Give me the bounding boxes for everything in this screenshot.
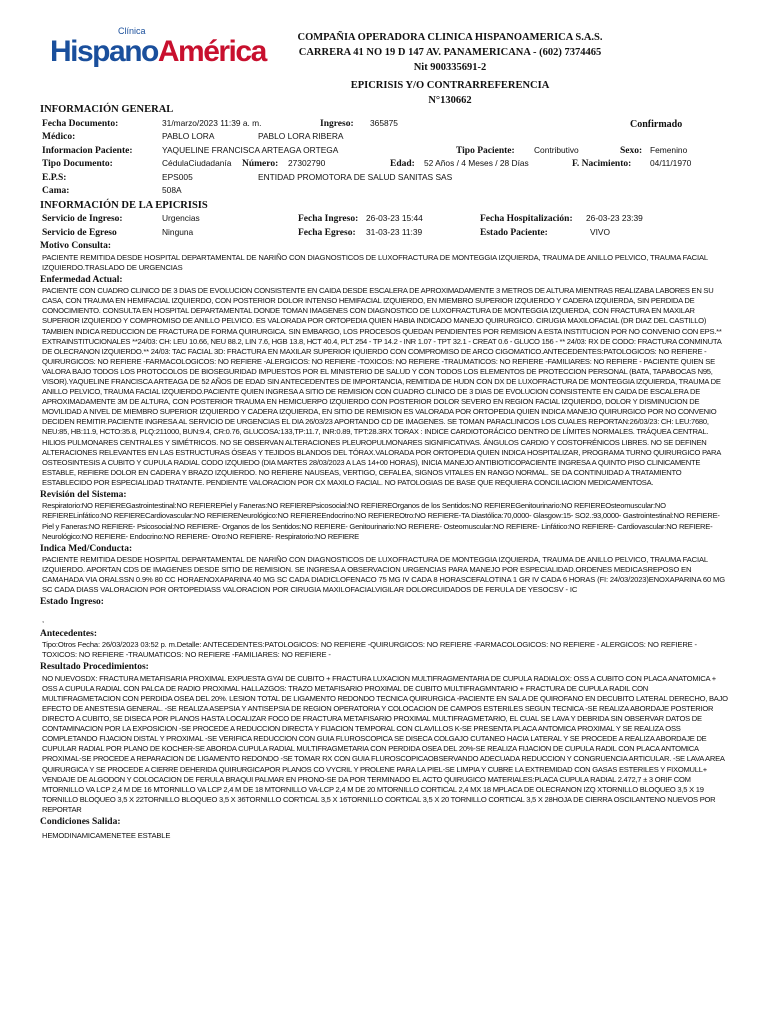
clinic-logo: [50, 26, 266, 68]
eps-name: ENTIDAD PROMOTORA DE SALUD SANITAS SAS: [258, 171, 453, 182]
cama-label: Cama:: [42, 186, 70, 197]
sexo-value: Femenino: [650, 144, 688, 155]
revision-title: Revisión del Sistema:: [40, 490, 127, 501]
motivo-text: PACIENTE REMITIDA DESDE HOSPITAL DEPARTAMENTAL DE NARIÑO CON DIAGNOSTICOS DE LUXOFRACTURA DE MONTEGGIA IZQUIERDA, TRAUMA DE ANILLO PELVICO, TRAUMA FACIAL IZQUIERDO.TRASLADO DE URGENCIAS: [42, 252, 708, 272]
row-servicio-ingreso: [40, 212, 728, 226]
eps-code: EPS005: [162, 171, 193, 182]
estado-paciente-label: Estado Paciente:: [480, 227, 548, 238]
document-title: EPICRISIS Y/O CONTRARREFERENCIA: [350, 79, 550, 91]
logo-main-text: [50, 32, 266, 71]
document-number: N°130662: [428, 94, 472, 106]
nacimiento-value: 04/11/1970: [650, 158, 692, 169]
servicio-egreso-value: Ninguna: [162, 226, 194, 237]
epicrisis-section-title: INFORMACIÓN DE LA EPICRISIS: [40, 199, 208, 211]
company-nit: Nit 900335691-2: [413, 62, 487, 74]
fecha-egreso-label: Fecha Egreso:: [298, 227, 356, 238]
antecedentes-text: Tipo:Otros Fecha: 26/03/2023 03:52 p. m.Detalle: ANTECEDENTES:PATOLOGICOS: NO REFIERE -QUIRURGICOS: NO REFIERE -FARMACOLOGICOS: NO REFIERE - ALERGICOS: NO REFIERE -TOXICOS: NO REFIERE -TRAUMATICOS: NO REFIERE -FAMILIARES: NO REFIERE -: [42, 640, 697, 660]
nacimiento-label: F. Nacimiento:: [572, 159, 632, 170]
document-header: [40, 0, 728, 106]
row-fecha-documento: [40, 117, 728, 131]
tipo-paciente-label: Tipo Paciente:: [456, 145, 515, 156]
company-block: [290, 30, 610, 108]
numero-label: Número:: [242, 159, 279, 170]
fecha-hosp-label: Fecha Hospitalización:: [480, 214, 573, 225]
edad-label: Edad:: [390, 159, 415, 170]
eps-label: E.P.S:: [42, 172, 67, 183]
edad-value: 52 Años / 4 Meses / 28 Días: [424, 158, 529, 169]
row-eps: [40, 171, 728, 185]
fecha-egreso-value: 31-03-23 11:39: [366, 226, 423, 237]
numero-value: 27302790: [288, 158, 326, 169]
condiciones-text: HEMODINAMICAMENETEE ESTABLE: [42, 831, 171, 841]
sexo-label: Sexo:: [620, 145, 643, 156]
estado-paciente-value: VIVO: [590, 226, 611, 237]
enfermedad-text: PACIENTE CON CUADRO CLINICO DE 3 DIAS DE EVOLUCION CONSISTENTE EN CAIDA DESDE ESCALERA DE APROXIMADAMENTE 3 METROS DE ALTURA MIENTRAS REALIZABA LABORES EN SU CASA, CON TRAUMA EN HEMIFACIAL IZQUIERDO, CON POSTERIOR DOLOR INTENSO HEMIFACIAL IZQUIERDO, EN MIEMBRO SUPERIOR IZQUIERDO Y CADERA IZQUIERDA, SIN PERDIDA DE CONOCIMIENTO. CONSULTA EN HOSPITAL DEPARTAMENTAL DONDE TOMAN IMAGENES CON DIAGNOSTICO DE LUXOFRACTURA DE MONTEGGIA IZQUIERDA, CON FRACTURA EN MAXILAR SUPERIOR IZQUIERDO Y COMPROMISO DE ANILLO PELVICO. ES VALORADA POR ORTOPEDIA QUIEN HABIA INDICADO MANEJO QUIRURGICO. CIRUGIA MAXILOFACIAL (DR DIAZ DEL CASTILLO) TAMBIEN INDICA REDUCCION DE FRACTURA DE FORMA QUIRURGICA. SIN EMBARGO, LOS PROCESOS QUEDAN PENDIENTES POR REMISION A ESTA INSTITUCION POR NO CONVENIO CON EPS.** EXTRAINSTITUCIONALES **24/03: CH: LEU 10.66, NEU 88.2, LIN 7.6, HGB 13.8, HCT 40.4, PLT 254 - TP 14.2 - INR 1.07 - TPT 32.1 - CREAT 0.6 - GLUCO 156 - ** 24/03: RX DE CODO: FRACTURA CONMINUTA DE OLECRANON IZQUIERDO.** 24/03: TAC FACIAL 3D: FRACTURA EN MAXILAR SUPERIOR IQUIERDO CON COMPROMISO DE ARCO CIGOMATICO.ANTECEDENTES:PATOLOGICOS: NO REFIERE -QUIRURGICOS: NO REFIERE -FARMACOLOGICOS: NO REFIERE -ALERGICOS: NO REFIERE -TOXICOS: NO REFIERE -TRAUMATICOS: NO REFIERE -FAMILIARES: NO REFIERE - PACIENTE QUIEN SE VALORA BAJO TODOS LOS PROTOCOLOS DE BIOSEGURIDAD IMPUESTOS POR EL MINISTERIO DE SALUD Y CON TODOS LOS ELEMENTOS DE PROTECCION PERSONAL (BATA, TAPABOCAS N95, VISOR).YAQUELINE FRANCISCA ARTEAGA DE 52 AÑOS DE EDAD SIN ANTECEDENTES DE IMPORTANCIA, REMITIDA DE HUDN CON DX DE LUXOFRACTURA DE MONTEGGIA IZQUIERDA, TRAUMA DE ANILLO PELVICO, TRAUMA FACIAL IZQUIERDO.PACIENTE QUIEN INGRESA A SITIO DE REMISION CON CUADRO CLINICO DE 3 DIAS DE EVOLUCION CONSISTENTE EN CAIDA DE ESCALERA DE APROXIMADAMENTE 3M DE ALTURA, CON POSTERIOR TRAUMA EN HEMICUERPO IZQUIERDO CON POSTERIOR DOLOR SEVERO EN REGION FACIAL IZQUIERDO, DOLOR Y DISMINUCION DE MOVILIDAD A NIVEL DE MIEMBRO SUPERIOR IZQUIERDO Y CADERA IZQUIERDA, EN SITIO DE REMISION ES VALORADA POR ORTOPEDIA QUIEN INDICA MANEJO QUIRURGICO POR NO CONVENIO DECIDEN REMITIR.PACIENTE INGRESA AL SERVICIO DE URGENCIAS EL DIA 26/03/23 APORTANDO CD DE IMAGENES. SE TOMAN PARACLINICOS LOS CUALES REPORTAN:26/03/23: CH: LEU:7680, NEU:85, HB:11.9, HCTO:35.8, PLQ:211000, BUN:9.4, CR:0.76, GLUCOSA:133,TP:11.7, INR:0.89, TPT:28.3RX TORAX : INDICE CARDIOTORÁCICO DENTRO DE LÍMITES NORMALES. TRÁQUEA CENTRAL. HILIOS PULMONARES CENTRALES Y SIMÉTRICOS. NO SE OBSERVAN ALTERACIONES PLEUROPULMONARES SIGNIFICATIVAS. ÁNGULOS CARDIO Y COSTOFRÉNICOS LIBRES. NO SE DEFINEN ALTERACIONES RELEVANTES EN LAS ESTRUCTURAS ÓSEAS Y TEJIDOS BLANDOS DEL TÓRAX.VALORADA POR ORTOPEDIA QUIEN INDICA HOSPITALIZAR, PROGRAMA TURNO QUIRURGICO PARA OSTEOSINTESIS A CUBITO Y CUPULA RADIAL CODO IZQUIEDO (DIA MARTES 28/03/2023 A LAS 14+00 HORAS), INICIA MANEJO ANTIBIOTICOPACIENTE INGRESA A QUINTO PISO CLINICAMENTE ESTABLE, REFIERE DOLOR EN CADERA Y BRAZO IZQUIERDO. NO REFIERE NAUSEAS, VERTIGO, CEFALEA, SIGNOS VITALES EN RANGO NORMAL. SE DA CONTINUIDAD A TRATAMIENTO ESTABLECIDO POR ESPECIALIDAD TRATANTE. PENDIENTE VALORACION POR CX MAXILO FACIAL. NO PATOLOGIAS DE BASE QUE REQUIERA CONCILIACION MEDICAMENTOSA.: [42, 286, 722, 487]
condiciones-title: Condiciones Salida:: [40, 817, 121, 827]
row-tipo-documento: [40, 157, 728, 171]
row-medico: [40, 130, 728, 144]
cama-value: 508A: [162, 185, 182, 196]
fecha-documento-value: 31/marzo/2023 11:39 a. m.: [162, 117, 262, 128]
indica-text: PACIENTE REMITIDA DESDE HOSPITAL DEPARTAMENTAL DE NARIÑO CON DIAGNOSTICOS DE LUXOFRACTURA DE MONTEGGIA IZQUIERDA, TRAUMA DE ANILLO PELVICO, TRAUMA FACIAL IZQUIERDO. APORTAN CDS DE IMAGENES DESDE SITIO DE REMISION. SE INGRESA A OBSERVACION URGENCIAS PARA MANEJO POR ESPECIALIDAD.ORDENES MEDICASREPOSO EN CAMAHADA VIA ORALSSN 0.9% 80 CC HORAENOXAPARINA 40 MG SC CADA DIADICLOFENACO 75 MG IV CADA 8 HORASCEFALOTINA 1 GR IV CADA 6 HORAS (FI: 24/03/2023)ENOXAPARINA 60 MG SC CADA DIASS VALORACION POR ORTOPEDIASS VALORACION POR CIRUGIA MAXILOFACIALVIGILAR DOLORCUIDADOS DE FERULA DE YESOCSV - IC: [42, 555, 725, 595]
enfermedad-title: Enfermedad Actual:: [40, 274, 123, 285]
medico-label: Médico:: [42, 132, 76, 143]
company-address: CARRERA 41 NO 19 D 147 AV. PANAMERICANA - (602) 7374465: [298, 47, 602, 59]
logo-main-accent: América: [157, 35, 266, 68]
row-paciente: [40, 144, 728, 158]
row-cama: [40, 184, 728, 198]
row-servicio-egreso: [40, 226, 728, 240]
fecha-documento-label: Fecha Documento:: [42, 118, 119, 129]
ingreso-value: 365875: [370, 117, 398, 128]
resultado-text: NO NUEVOSDX: FRACTURA METAFISARIA PROXIMAL EXPUESTA GYAI DE CUBITO + FRACTURA LUXACION MULTIFRAGMENTARIA DE CUPULA RADIALOX: OSS A CUBITO CON PLACA ANATOMICA + OSS A CUPULA RADIAL CON PALCA DE RADIO PROXIMAL HALLAZGOS: TRAZO METAFISARIO PROXIMAL DE CUBITO MULTIFRAGMNTARIO + FRACTURA DE CUPULA RADIL CON MULTIFRAGMETACION CON PERDIDA OSEA DEL 20%. LESION TOTAL DE LIGAMENTO REDONDO TECNICA QUIRURGICA -PACIENTE EN SALA DE QUIROFANO EN DECUBITO LATERAL DERECHO, BAJO EFECTO DE ANESTESIA GENERAL. -SE REALIZA ASEPSIA Y ANTISEPSIA DE REGION OPERATORIA Y COLOCACION DE CAMPOS ESTERILES SEGUN TECNICA -SE REALIZA ABORDAJE POSTERIOR DIRECTO A CUBITO, SE DISECA POR PLANOS HASTA LOCALIZAR FOCO DE FRACTURA METAFISARIO PROXIMAL MULTIFRAGMETARIO, EL CUAL SE LAVA Y DEBRIDA SIN OBSERVAR DATOS DE CONTAMINACION POR LA EXPOSICION -SE PROCEDE A REDUCCION DIRECTA Y FIJACION TEMPORAL CON CLAVILLOS K-SE PRESENTA PLACA ANTOMICA PROXIMAL Y SE REALIZA OSS COMPLETANDO FIJACION DISTAL Y PROXIMAL -SE VERIFICA REDUCCION CON GUIA FLUROSCOPICA SE DISECA COLGAJO CUTANEO HACIA LATERAL Y SE PROCEDE A REALIZA ABORDAJE DE CUPULAR RADIAL POR PLANO DE KOCHER-SE ABORDA CUPULA RADIAL MULTIFRAGMETARIA CON PERDIDA OSEA DEL 20%-SE REALIZA FIJACION DE CUPULA RADIL CON PLACA ANTOMICA PROXIMAL-SE PROCEDE A REPARACION DE LIGAMENTO REDONDO -SE TOMAR RX CON GUIA FLUROSCOPICAOBSERVANDO ADECUADA REDUCCION Y CONGRUENCIA ARTICULAR. -SE LAVA AREA QUIRURGICA Y SE PROCEDE A CIERRE DEHERIDA QUIRURGICAPOR PLANOS CO VYCRIL Y PROLENE PARA LA PIEL-SE LIMPIA Y CUBRE LA EXTREMIDAD CON GASAS ESTERILES Y FIXOMULL+ VENDAJE DE ALGODON Y COLOCACION DE FERULA BRAQUI PALMAR EN PRONO-SE DA POR TERMINADO EL ACTO QUIRUGICO MATERIALES:PLACA CUPULA RADIAL 2.472,7 ± 3 ORIF COM MTORNILLO VA LCP 2,4 M DE 16 MTORNILLO VA LCP 2,4 M DE 18 MTORNILLO VA-LCP 2,4 M DE 20 MTORNILLO CORTICAL 2,4 MX 18 MPLACA DE OLECRANON IZQ XTORNILLO BLOQUEO 3,5 X 19 TORNILLO BLOQUEO 3,5 X 22TORNILLO BLOQUEO 3,5 X 36TORNILLO CORTICAL 3,5 X 16TORNILLO CORTICAL 3,5 X 20 TORNILLO CORTICAL 3,5 X 28HOJA DE CIERRA OSCILANTENO NUEVOS POR REPORTAR: [42, 673, 728, 814]
tipo-documento-value: CédulaCiudadanía: [162, 158, 232, 169]
medico-value-2: PABLO LORA RIBERA: [258, 131, 344, 142]
indica-title: Indica Med/Conducta:: [40, 543, 133, 554]
servicio-ingreso-value: Urgencias: [162, 213, 200, 224]
fecha-ingreso-label: Fecha Ingreso:: [298, 214, 359, 225]
info-paciente-label: Informacion Paciente:: [42, 145, 133, 156]
revision-text: Respiratorio:NO REFIEREGastrointestinal:NO REFIEREPiel y Faneras:NO REFIEREPsicosocial:NO REFIEREOrganos de los Sentidos:NO REFIEREGenitourinario:NO REFIEREOsteomuscular:NO REFIERELinfático:NO REFIERECardiovascular:NO REFIERENeurológico:NO REFIEREEndocrino:NO REFIEREOtro:NO REFIERE-TA Diastólica:70,0000- Glasgow:15- SO2.:93,0000- Gastrointestinal:NO REFIERE- Piel y Faneras:NO REFIERE- Psicosocial:NO REFIERE- Organos de los Sentidos:NO REFIERE- Genitourinario:NO REFIERE- Osteomuscular:NO REFIERE- Linfático:NO REFIERE- Cardiovascular:NO REFIERE- Neurológico:NO REFIERE- Endocrino:NO REFIERE- Otro:NO REFIERE- Respiratorio:NO REFIERE: [42, 501, 720, 541]
antecedentes-title: Antecedentes:: [40, 628, 97, 639]
estado-ingreso-text: ,: [42, 614, 44, 624]
servicio-ingreso-label: Servicio de Ingreso:: [42, 214, 123, 225]
motivo-title: Motivo Consulta:: [40, 241, 111, 252]
tipo-documento-label: Tipo Documento:: [42, 159, 113, 170]
paciente-value: YAQUELINE FRANCISCA ARTEAGA ORTEGA: [162, 144, 339, 155]
general-section-title: INFORMACIÓN GENERAL: [40, 104, 174, 115]
servicio-egreso-label: Servicio de Egreso: [42, 227, 117, 238]
medico-value-1: PABLO LORA: [162, 131, 215, 142]
company-name: COMPAÑIA OPERADORA CLINICA HISPANOAMERICA S.A.S.: [297, 32, 603, 43]
resultado-title: Resultado Procedimientos:: [40, 662, 149, 673]
status-confirmado: Confirmado: [630, 118, 683, 130]
logo-small-text: Clínica: [118, 26, 146, 36]
estado-ingreso-title: Estado Ingreso:: [40, 597, 104, 608]
fecha-hosp-value: 26-03-23 23:39: [586, 213, 643, 224]
logo-main-left: Hispano: [50, 35, 158, 68]
tipo-paciente-value: Contributivo: [534, 144, 579, 155]
fecha-ingreso-value: 26-03-23 15:44: [366, 213, 423, 224]
ingreso-label: Ingreso:: [320, 118, 354, 129]
